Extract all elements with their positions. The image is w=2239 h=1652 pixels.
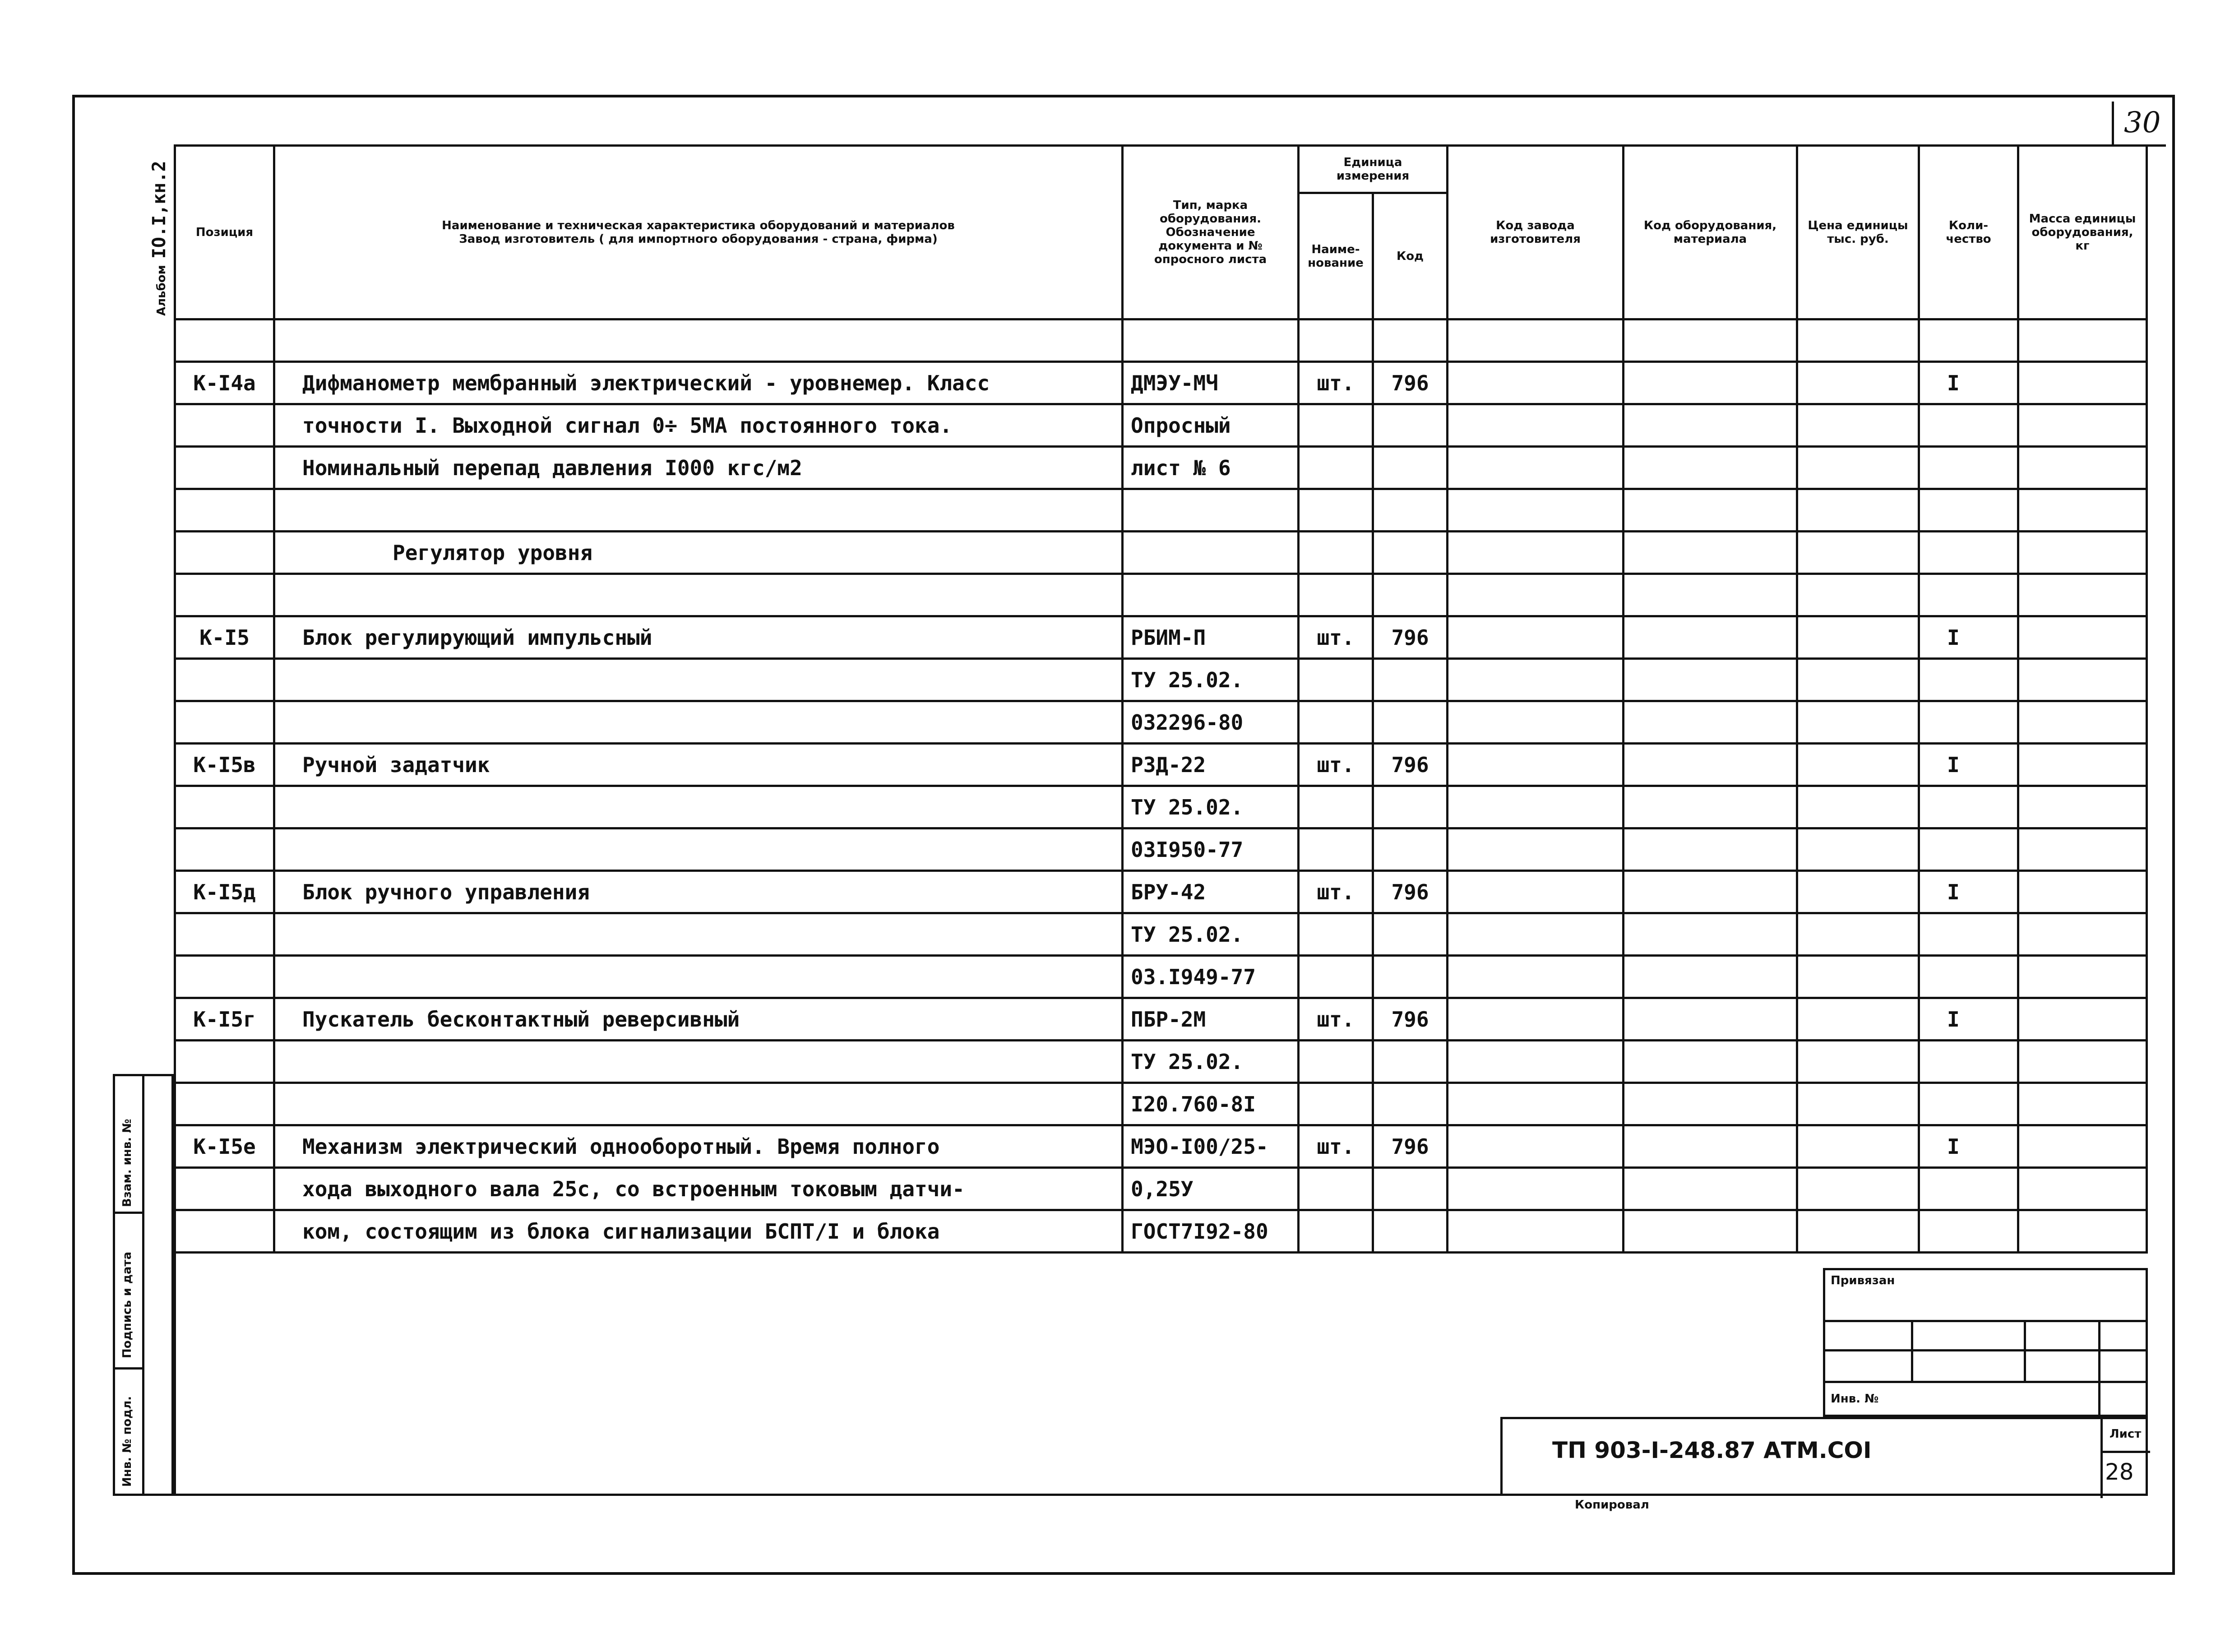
cell-mass: [2018, 1168, 2147, 1210]
table-row: [175, 319, 2147, 362]
cell-type: 03I950-77: [1123, 828, 1299, 871]
header-equip-code: Код оборудования, материала: [1624, 146, 1797, 319]
cell-equip: [1624, 913, 1797, 956]
cell-qty: I: [1919, 1125, 2018, 1168]
cell-mass: [2018, 956, 2147, 998]
cell-qty: [1919, 319, 2018, 362]
cell-qty: [1919, 701, 2018, 744]
cell-code: [1373, 1210, 1448, 1253]
table-row: [175, 701, 2147, 744]
cell-pos: [175, 1041, 274, 1083]
cell-code: 796: [1373, 1125, 1448, 1168]
cell-pos: К-I5е: [175, 1125, 274, 1168]
cell-pos: [175, 1168, 274, 1210]
cell-qty: [1919, 1041, 2018, 1083]
cell-pos: [175, 786, 274, 828]
cell-pos: [175, 319, 274, 362]
cell-mass: [2018, 871, 2147, 913]
cell-price: [1797, 913, 1919, 956]
kopiroval-label: Копировал: [1575, 1498, 1649, 1512]
cell-maker: [1448, 913, 1624, 956]
cell-maker: [1448, 956, 1624, 998]
table-row: [175, 532, 2147, 574]
cell-mass: [2018, 659, 2147, 701]
cell-price: [1797, 998, 1919, 1041]
cell-unit: шт.: [1299, 1125, 1373, 1168]
cell-price: [1797, 956, 1919, 998]
table-row: [175, 489, 2147, 532]
cell-type: ТУ 25.02.: [1123, 913, 1299, 956]
cell-unit: [1299, 532, 1373, 574]
cell-pos: [175, 532, 274, 574]
cell-price: [1797, 404, 1919, 447]
cell-pos: К-I5: [175, 616, 274, 659]
cell-unit: шт.: [1299, 998, 1373, 1041]
cell-equip: [1624, 1125, 1797, 1168]
cell-mass: [2018, 447, 2147, 489]
cell-maker: [1448, 489, 1624, 532]
header-unit-group: Единица измерения: [1299, 146, 1448, 193]
cell-pos: [175, 659, 274, 701]
album-number: IO.I,кн.2: [149, 161, 170, 259]
cell-code: [1373, 532, 1448, 574]
privyazan-stamp: [1823, 1268, 2148, 1417]
cell-name: Блок ручного управления: [274, 871, 1123, 913]
cell-unit: [1299, 574, 1373, 616]
cell-equip: [1624, 319, 1797, 362]
cell-name: [274, 956, 1123, 998]
cell-qty: I: [1919, 871, 2018, 913]
cell-code: 796: [1373, 616, 1448, 659]
cell-code: 796: [1373, 744, 1448, 786]
left-sidebar-stamp: [113, 1074, 174, 1496]
cell-type: ТУ 25.02.: [1123, 786, 1299, 828]
header-position: Позиция: [175, 146, 274, 319]
table-row: [175, 1168, 2147, 1210]
cell-name: Регулятор уровня: [274, 532, 1123, 574]
cell-name: [274, 489, 1123, 532]
cell-type: ДМЭУ-МЧ: [1123, 362, 1299, 404]
privyazan-label: Привязан: [1831, 1274, 1895, 1287]
cell-qty: [1919, 1210, 2018, 1253]
cell-qty: [1919, 404, 2018, 447]
table-row: [175, 998, 2147, 1041]
cell-qty: I: [1919, 616, 2018, 659]
table-row: [175, 871, 2147, 913]
cell-code: [1373, 1083, 1448, 1125]
cell-name: [274, 319, 1123, 362]
cell-code: 796: [1373, 362, 1448, 404]
document-code: ТП 903-I-248.87 АТМ.СОI: [1552, 1437, 1872, 1463]
cell-code: [1373, 489, 1448, 532]
cell-qty: [1919, 1083, 2018, 1125]
cell-mass: [2018, 1083, 2147, 1125]
album-label: Альбом: [155, 265, 168, 316]
cell-maker: [1448, 1083, 1624, 1125]
cell-price: [1797, 1125, 1919, 1168]
cell-name: Номинальный перепад давления I000 кгс/м2: [274, 447, 1123, 489]
table-row: [175, 1210, 2147, 1253]
cell-type: МЭО-I00/25-: [1123, 1125, 1299, 1168]
cell-unit: [1299, 1168, 1373, 1210]
header-name-line1: Наименование и техническая характеристика оборудований и материалов: [442, 219, 955, 232]
cell-unit: шт.: [1299, 616, 1373, 659]
cell-name: Блок регулирующий импульсный: [274, 616, 1123, 659]
cell-code: 796: [1373, 871, 1448, 913]
cell-equip: [1624, 1168, 1797, 1210]
cell-unit: [1299, 828, 1373, 871]
cell-unit: шт.: [1299, 871, 1373, 913]
sidebar-cell-inv: [115, 1370, 142, 1494]
cell-name: [274, 1083, 1123, 1125]
stamp-vline: [2100, 1419, 2103, 1498]
cell-price: [1797, 786, 1919, 828]
cell-mass: [2018, 1041, 2147, 1083]
cell-maker: [1448, 532, 1624, 574]
cell-maker: [1448, 701, 1624, 744]
cell-qty: I: [1919, 998, 2018, 1041]
table-row: [175, 659, 2147, 701]
table-row: [175, 1125, 2147, 1168]
cell-name: [274, 701, 1123, 744]
table-row: [175, 574, 2147, 616]
cell-equip: [1624, 744, 1797, 786]
cell-mass: [2018, 362, 2147, 404]
cell-type: [1123, 574, 1299, 616]
cell-code: [1373, 659, 1448, 701]
cell-price: [1797, 1041, 1919, 1083]
table-body: [175, 319, 2147, 1253]
list-label: Лист: [2109, 1427, 2142, 1441]
cell-code: [1373, 319, 1448, 362]
cell-equip: [1624, 616, 1797, 659]
cell-mass: [2018, 319, 2147, 362]
cell-unit: [1299, 447, 1373, 489]
cell-type: 032296-80: [1123, 701, 1299, 744]
cell-maker: [1448, 362, 1624, 404]
cell-maker: [1448, 404, 1624, 447]
cell-maker: [1448, 744, 1624, 786]
cell-name: хода выходного вала 25с, со встроенным токовым датчи-: [274, 1168, 1123, 1210]
cell-type: [1123, 489, 1299, 532]
cell-qty: [1919, 574, 2018, 616]
cell-maker: [1448, 319, 1624, 362]
cell-name: [274, 828, 1123, 871]
cell-type: РБИМ-П: [1123, 616, 1299, 659]
cell-equip: [1624, 701, 1797, 744]
cell-type: ТУ 25.02.: [1123, 659, 1299, 701]
cell-maker: [1448, 574, 1624, 616]
cell-mass: [2018, 786, 2147, 828]
page-number-box: [2112, 102, 2166, 147]
cell-mass: [2018, 1210, 2147, 1253]
cell-pos: [175, 1083, 274, 1125]
cell-mass: [2018, 616, 2147, 659]
cell-price: [1797, 489, 1919, 532]
cell-maker: [1448, 616, 1624, 659]
cell-type: ТУ 25.02.: [1123, 1041, 1299, 1083]
cell-pos: [175, 1210, 274, 1253]
cell-unit: [1299, 1041, 1373, 1083]
stamp-vline: [2024, 1320, 2026, 1381]
sidebar-label-podpis: Подпись и дата: [120, 1251, 134, 1358]
cell-equip: [1624, 447, 1797, 489]
cell-name: [274, 786, 1123, 828]
cell-price: [1797, 701, 1919, 744]
cell-qty: [1919, 913, 2018, 956]
header-unit-name: Наиме-нование: [1299, 193, 1373, 319]
cell-type: ПБР-2М: [1123, 998, 1299, 1041]
header-name: [274, 146, 1123, 319]
list-number: 28: [2105, 1459, 2134, 1485]
cell-mass: [2018, 1125, 2147, 1168]
cell-type: [1123, 532, 1299, 574]
cell-equip: [1624, 404, 1797, 447]
cell-price: [1797, 574, 1919, 616]
sidebar-cell-podpis: [115, 1214, 142, 1370]
cell-unit: [1299, 913, 1373, 956]
sidebar-cell-vzam: [115, 1076, 142, 1214]
cell-code: [1373, 1168, 1448, 1210]
cell-maker: [1448, 828, 1624, 871]
stamp-vline: [2098, 1320, 2100, 1415]
sidebar-label-inv: Инв. № подл.: [120, 1396, 134, 1487]
cell-maker: [1448, 659, 1624, 701]
table-row: [175, 786, 2147, 828]
cell-name: Пускатель бесконтактный реверсивный: [274, 998, 1123, 1041]
cell-mass: [2018, 744, 2147, 786]
cell-unit: [1299, 319, 1373, 362]
cell-qty: I: [1919, 362, 2018, 404]
cell-price: [1797, 659, 1919, 701]
cell-name: [274, 913, 1123, 956]
cell-pos: [175, 447, 274, 489]
cell-price: [1797, 616, 1919, 659]
table-row: [175, 744, 2147, 786]
cell-pos: [175, 956, 274, 998]
cell-name: Ручной задатчик: [274, 744, 1123, 786]
cell-maker: [1448, 1041, 1624, 1083]
cell-type: [1123, 319, 1299, 362]
cell-unit: [1299, 404, 1373, 447]
cell-type: I20.760-8I: [1123, 1083, 1299, 1125]
cell-price: [1797, 1083, 1919, 1125]
cell-price: [1797, 362, 1919, 404]
cell-pos: К-I5д: [175, 871, 274, 913]
page-number: 30: [2124, 106, 2161, 139]
cell-qty: [1919, 532, 2018, 574]
cell-equip: [1624, 1083, 1797, 1125]
header-qty: Коли-чество: [1919, 146, 2018, 319]
cell-unit: [1299, 786, 1373, 828]
cell-maker: [1448, 447, 1624, 489]
cell-type: лист № 6: [1123, 447, 1299, 489]
inv-no-label: Инв. №: [1831, 1392, 1879, 1406]
stamp-line: [1825, 1349, 2146, 1351]
cell-maker: [1448, 871, 1624, 913]
cell-equip: [1624, 956, 1797, 998]
cell-code: [1373, 913, 1448, 956]
table-row: [175, 1083, 2147, 1125]
cell-qty: [1919, 956, 2018, 998]
cell-code: [1373, 786, 1448, 828]
table-row: [175, 913, 2147, 956]
cell-code: [1373, 574, 1448, 616]
cell-pos: К-I5в: [175, 744, 274, 786]
table-row: [175, 616, 2147, 659]
cell-equip: [1624, 489, 1797, 532]
cell-mass: [2018, 404, 2147, 447]
specification-table: [174, 144, 2148, 1254]
cell-mass: [2018, 701, 2147, 744]
cell-qty: [1919, 828, 2018, 871]
album-code: [149, 161, 170, 316]
cell-qty: [1919, 786, 2018, 828]
cell-qty: [1919, 489, 2018, 532]
cell-unit: [1299, 659, 1373, 701]
cell-name: точности I. Выходной сигнал 0÷ 5МА постоянного тока.: [274, 404, 1123, 447]
cell-mass: [2018, 913, 2147, 956]
cell-type: Опросный: [1123, 404, 1299, 447]
header-unit-code: Код: [1373, 193, 1448, 319]
cell-code: [1373, 701, 1448, 744]
cell-code: [1373, 828, 1448, 871]
cell-price: [1797, 1168, 1919, 1210]
stamp-line: [1825, 1381, 2146, 1383]
table-row: [175, 828, 2147, 871]
stamp-vline: [1911, 1320, 1913, 1381]
cell-code: [1373, 1041, 1448, 1083]
cell-qty: [1919, 659, 2018, 701]
cell-maker: [1448, 1210, 1624, 1253]
sidebar-divider: [142, 1076, 144, 1494]
cell-name: Дифманометр мембранный электрический - уровнемер. Класс: [274, 362, 1123, 404]
cell-name: [274, 659, 1123, 701]
cell-unit: [1299, 1210, 1373, 1253]
cell-price: [1797, 1210, 1919, 1253]
cell-pos: [175, 574, 274, 616]
cell-qty: [1919, 1168, 2018, 1210]
cell-price: [1797, 532, 1919, 574]
cell-price: [1797, 744, 1919, 786]
cell-mass: [2018, 998, 2147, 1041]
table-row: [175, 362, 2147, 404]
cell-mass: [2018, 828, 2147, 871]
cell-mass: [2018, 532, 2147, 574]
sidebar-label-vzam: Взам. инв. №: [120, 1119, 134, 1207]
stamp-line: [1825, 1320, 2146, 1322]
cell-maker: [1448, 1168, 1624, 1210]
cell-price: [1797, 319, 1919, 362]
cell-code: [1373, 404, 1448, 447]
cell-equip: [1624, 1041, 1797, 1083]
table-row: [175, 447, 2147, 489]
cell-price: [1797, 828, 1919, 871]
cell-mass: [2018, 489, 2147, 532]
cell-price: [1797, 871, 1919, 913]
cell-equip: [1624, 659, 1797, 701]
table-header: [175, 146, 2147, 319]
cell-pos: [175, 913, 274, 956]
cell-mass: [2018, 574, 2147, 616]
cell-type: 03.I949-77: [1123, 956, 1299, 998]
cell-unit: [1299, 489, 1373, 532]
table-row: [175, 956, 2147, 998]
header-name-line2: Завод изготовитель ( для импортного оборудования - страна, фирма): [459, 232, 938, 246]
table-row: [175, 1041, 2147, 1083]
cell-equip: [1624, 574, 1797, 616]
cell-unit: шт.: [1299, 744, 1373, 786]
stamp-line: [2100, 1451, 2150, 1453]
cell-equip: [1624, 871, 1797, 913]
cell-unit: [1299, 956, 1373, 998]
cell-type: БРУ-42: [1123, 871, 1299, 913]
cell-pos: [175, 489, 274, 532]
cell-type: ГОСТ7I92-80: [1123, 1210, 1299, 1253]
header-maker-code: Код завода изготовителя: [1448, 146, 1624, 319]
cell-pos: [175, 404, 274, 447]
cell-code: [1373, 447, 1448, 489]
cell-pos: К-I5г: [175, 998, 274, 1041]
cell-pos: К-I4а: [175, 362, 274, 404]
bottom-left-border: [174, 1248, 176, 1496]
header-type: Тип, марка оборудования. Обозначение документа и № опросного листа: [1123, 146, 1299, 319]
header-price: Цена единицы тыс. руб.: [1797, 146, 1919, 319]
cell-type: РЗД-22: [1123, 744, 1299, 786]
cell-maker: [1448, 998, 1624, 1041]
cell-price: [1797, 447, 1919, 489]
cell-unit: шт.: [1299, 362, 1373, 404]
cell-pos: [175, 701, 274, 744]
cell-maker: [1448, 1125, 1624, 1168]
cell-name: [274, 1041, 1123, 1083]
cell-qty: I: [1919, 744, 2018, 786]
cell-equip: [1624, 362, 1797, 404]
cell-code: [1373, 956, 1448, 998]
cell-equip: [1624, 998, 1797, 1041]
cell-maker: [1448, 786, 1624, 828]
cell-equip: [1624, 532, 1797, 574]
cell-pos: [175, 828, 274, 871]
header-mass: Масса единицы оборудования, кг: [2018, 146, 2147, 319]
table-row: [175, 404, 2147, 447]
document-stamp: [1500, 1417, 2148, 1496]
cell-qty: [1919, 447, 2018, 489]
cell-equip: [1624, 828, 1797, 871]
cell-name: Механизм электрический однооборотный. Время полного: [274, 1125, 1123, 1168]
cell-name: [274, 574, 1123, 616]
cell-equip: [1624, 1210, 1797, 1253]
cell-unit: [1299, 701, 1373, 744]
cell-type: 0,25У: [1123, 1168, 1299, 1210]
cell-unit: [1299, 1083, 1373, 1125]
cell-equip: [1624, 786, 1797, 828]
cell-name: ком, состоящим из блока сигнализации БСПТ/I и блока: [274, 1210, 1123, 1253]
cell-code: 796: [1373, 998, 1448, 1041]
